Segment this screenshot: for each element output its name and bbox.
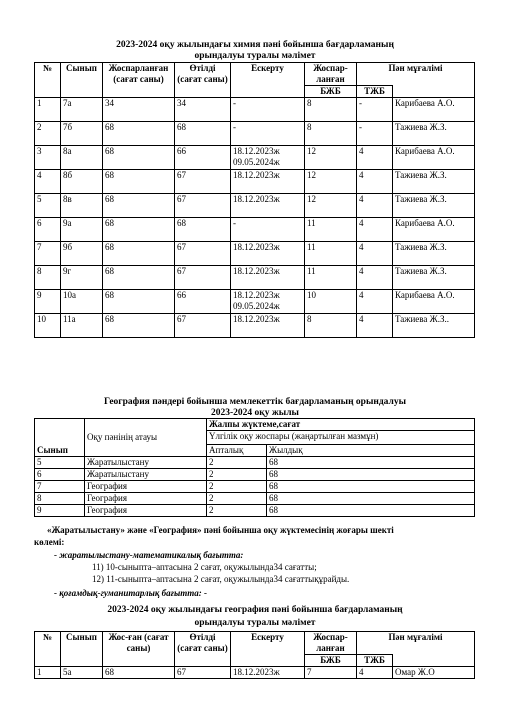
yearly-hours-cell: 68: [267, 493, 475, 505]
done-hours-cell: 67: [175, 667, 231, 679]
yearly-hours-cell: 68: [267, 481, 475, 493]
row-number: 3: [35, 146, 61, 170]
table-row: [35, 170, 475, 194]
row-number: 7: [35, 242, 61, 266]
teacher-cell: Карибаева А.О.: [393, 290, 475, 314]
tzb-cell: 4: [357, 290, 393, 314]
planned-hours-cell: 68: [103, 170, 175, 194]
planned-hours-cell: 68: [103, 242, 175, 266]
planned-hours-cell: 68: [103, 122, 175, 146]
geo2-title-line1: 2023-2024 оқу жылындағы география пәні бойынша бағдарламаның: [107, 605, 403, 615]
table-row: [35, 457, 475, 469]
teacher-cell: Омар Ж.О: [393, 667, 475, 679]
note-cell: 18.12.2023ж: [231, 266, 305, 290]
table-row: [35, 481, 475, 493]
table-row: [35, 290, 475, 314]
done-hours-cell: 67: [175, 266, 231, 290]
bzb-cell: 11: [305, 242, 357, 266]
chem-header-bzb: БЖБ: [305, 86, 357, 98]
geo2-header-num: №: [35, 632, 61, 667]
geo2-header-teacher: Пән мұғалімі: [357, 632, 475, 655]
teacher-cell: Карибаева А.О.: [393, 98, 475, 122]
class-cell: 5: [35, 457, 85, 469]
bzb-cell: 11: [305, 266, 357, 290]
row-number: 9: [35, 290, 61, 314]
weekly-hours-cell: 2: [207, 505, 267, 517]
teacher-cell: Тажиева Ж.З.: [393, 170, 475, 194]
geo-note-item-11: 11) 10-сыныпта–аптасына 2 сағат, оқужылында34 сағатты;: [92, 562, 317, 572]
note-cell: 18.12.2023ж 09.05.2024ж: [231, 290, 305, 314]
geo-header-subject: Оқу пәнінің атауы: [85, 419, 207, 457]
geo-title-line2: 2023-2024 оқу жылы: [211, 408, 299, 418]
weekly-hours-cell: 2: [207, 493, 267, 505]
planned-hours-cell: 68: [103, 194, 175, 218]
geo-header-yearly: Жылдық: [267, 445, 475, 457]
bzb-cell: 8: [305, 122, 357, 146]
tzb-cell: 4: [357, 194, 393, 218]
done-hours-cell: 68: [175, 122, 231, 146]
planned-hours-cell: 34: [103, 98, 175, 122]
geo2-table: [34, 631, 475, 679]
chem-header-note: Ескерту: [231, 63, 305, 98]
teacher-cell: Тажиева Ж.З.: [393, 194, 475, 218]
geo2-header-class: Сынып: [61, 632, 103, 667]
done-hours-cell: 66: [175, 146, 231, 170]
weekly-hours-cell: 2: [207, 457, 267, 469]
planned-hours-cell: 68: [103, 314, 175, 338]
class-cell: 11а: [61, 314, 103, 338]
chem-header-num: №: [35, 63, 61, 98]
class-cell: 9а: [61, 218, 103, 242]
table-row: [35, 314, 475, 338]
tzb-cell: -: [357, 98, 393, 122]
class-cell: 5а: [61, 667, 103, 679]
yearly-hours-cell: 68: [267, 457, 475, 469]
bzb-cell: 8: [305, 98, 357, 122]
row-number: 6: [35, 218, 61, 242]
chem-header-tzb: ТЖБ: [357, 86, 393, 98]
geo-header-load: Жалпы жүктеме,сағат: [207, 419, 475, 431]
done-hours-cell: 68: [175, 218, 231, 242]
geo2-title-line2: орындалуы туралы мәлімет: [194, 618, 316, 628]
tzb-cell: 4: [357, 266, 393, 290]
yearly-hours-cell: 68: [267, 469, 475, 481]
note-cell: 18.12.2023ж: [231, 242, 305, 266]
table-row: [35, 122, 475, 146]
class-cell: 8в: [61, 194, 103, 218]
bzb-cell: 12: [305, 194, 357, 218]
done-hours-cell: 67: [175, 314, 231, 338]
teacher-cell: Карибаева А.О.: [393, 218, 475, 242]
row-number: 1: [35, 667, 61, 679]
row-number: 10: [35, 314, 61, 338]
bzb-cell: 12: [305, 170, 357, 194]
table-row: [35, 194, 475, 218]
tzb-cell: -: [357, 122, 393, 146]
done-hours-cell: 67: [175, 242, 231, 266]
subject-cell: География: [85, 505, 207, 517]
table-row: [35, 98, 475, 122]
tzb-cell: 4: [357, 218, 393, 242]
geo-note-paragraph-2: көлемі:: [34, 537, 65, 547]
chem-header-done: Өтілді (сағат саны): [175, 63, 231, 98]
teacher-cell: Тажиева Ж.З.: [393, 266, 475, 290]
note-cell: 18.12.2023ж 09.05.2024ж: [231, 146, 305, 170]
table-row: [35, 266, 475, 290]
class-cell: 9г: [61, 266, 103, 290]
tzb-cell: 4: [357, 242, 393, 266]
geo-table: [34, 418, 475, 517]
class-cell: 9: [35, 505, 85, 517]
geo-header-plan: Үлгілік оқу жоспары (жаңартылған мазмұн): [207, 431, 475, 445]
chem-header-planned: Жоспарланған (сағат саны): [103, 63, 175, 98]
subject-cell: Жаратылыстану: [85, 469, 207, 481]
geo-note-item-12: 12) 11-сыныпта–аптасына 2 сағат, оқужылында34 сағаттықұрайды.: [92, 574, 350, 584]
done-hours-cell: 66: [175, 290, 231, 314]
tzb-cell: 4: [357, 146, 393, 170]
done-hours-cell: 67: [175, 170, 231, 194]
table-row: [35, 493, 475, 505]
class-cell: 6: [35, 469, 85, 481]
class-cell: 8а: [61, 146, 103, 170]
bzb-cell: 10: [305, 290, 357, 314]
row-number: 4: [35, 170, 61, 194]
chem-header-planned2: Жоспар-ланған: [305, 63, 357, 86]
table-row: [35, 242, 475, 266]
row-number: 8: [35, 266, 61, 290]
note-cell: -: [231, 98, 305, 122]
table-row: [35, 218, 475, 242]
bzb-cell: 12: [305, 146, 357, 170]
chem-title-line1: 2023-2024 оқу жылындағы химия пәні бойынша бағдарламаның: [116, 40, 394, 50]
class-cell: 10а: [61, 290, 103, 314]
planned-hours-cell: 68: [103, 266, 175, 290]
done-hours-cell: 34: [175, 98, 231, 122]
subject-cell: Жаратылыстану: [85, 457, 207, 469]
bzb-cell: 8: [305, 314, 357, 338]
yearly-hours-cell: 68: [267, 505, 475, 517]
note-cell: 18.12.2023ж: [231, 170, 305, 194]
class-cell: 8б: [61, 170, 103, 194]
teacher-cell: Тажиева Ж.З..: [393, 314, 475, 338]
bzb-cell: 11: [305, 218, 357, 242]
geo-header-weekly: Апталық: [207, 445, 267, 457]
planned-hours-cell: 68: [103, 146, 175, 170]
teacher-cell: Карибаева А.О.: [393, 146, 475, 170]
teacher-cell: Тажиева Ж.З.: [393, 242, 475, 266]
subject-cell: География: [85, 481, 207, 493]
chem-header-teacher: Пән мұғалімі: [357, 63, 475, 86]
geo2-header-planned2: Жоспар-ланған: [305, 632, 357, 655]
tzb-cell: 4: [357, 170, 393, 194]
row-number: 2: [35, 122, 61, 146]
geo-header-class: Сынып: [35, 419, 85, 457]
teacher-cell: Тажиева Ж.З.: [393, 122, 475, 146]
class-cell: 7а: [61, 98, 103, 122]
table-row: [35, 505, 475, 517]
note-cell: 18.12.2023ж: [231, 194, 305, 218]
bzb-cell: 7: [305, 667, 357, 679]
note-cell: -: [231, 122, 305, 146]
class-cell: 8: [35, 493, 85, 505]
geo2-header-teacher-blank: [393, 655, 475, 667]
class-cell: 7: [35, 481, 85, 493]
row-number: 1: [35, 98, 61, 122]
planned-hours-cell: 68: [103, 290, 175, 314]
table-row: [35, 469, 475, 481]
chem-header-teacher-blank: [393, 86, 475, 98]
tzb-cell: 4: [357, 314, 393, 338]
geo2-header-tzb: ТЖБ: [357, 655, 393, 667]
planned-hours-cell: 68: [103, 218, 175, 242]
geo2-header-done: Өтілді (сағат саны): [175, 632, 231, 667]
note-cell: 18.12.2023ж: [231, 667, 305, 679]
planned-hours-cell: 68: [103, 667, 175, 679]
table-row: [35, 667, 475, 679]
geo-note-paragraph-1: «Жаратылыстану» және «География» пәні бойынша оқу жүктемесінің жоғары шекті: [47, 525, 394, 535]
geo-note-direction-humanitarian: - қоғамдық-гуманитарлық бағытта: -: [54, 588, 207, 598]
note-cell: -: [231, 218, 305, 242]
class-cell: 7б: [61, 122, 103, 146]
class-cell: 9б: [61, 242, 103, 266]
geo2-header-planned: Жос-ған (сағат саны): [103, 632, 175, 667]
chem-table: [34, 62, 475, 338]
geo2-header-bzb: БЖБ: [305, 655, 357, 667]
tzb-cell: 4: [357, 667, 393, 679]
chem-title-line2: орындалуы туралы мәлімет: [194, 51, 316, 61]
geo-title-line1: География пәндері бойынша мемлекеттік бағдарламаның орындалуы: [104, 397, 406, 407]
subject-cell: География: [85, 493, 207, 505]
note-cell: 18.12.2023ж: [231, 314, 305, 338]
row-number: 5: [35, 194, 61, 218]
done-hours-cell: 67: [175, 194, 231, 218]
weekly-hours-cell: 2: [207, 469, 267, 481]
table-row: [35, 146, 475, 170]
geo-note-direction-natural: - жаратылыстану-математикалық бағытта:: [54, 550, 244, 560]
geo2-header-note: Ескерту: [231, 632, 305, 667]
weekly-hours-cell: 2: [207, 481, 267, 493]
chem-header-class: Сынып: [61, 63, 103, 98]
